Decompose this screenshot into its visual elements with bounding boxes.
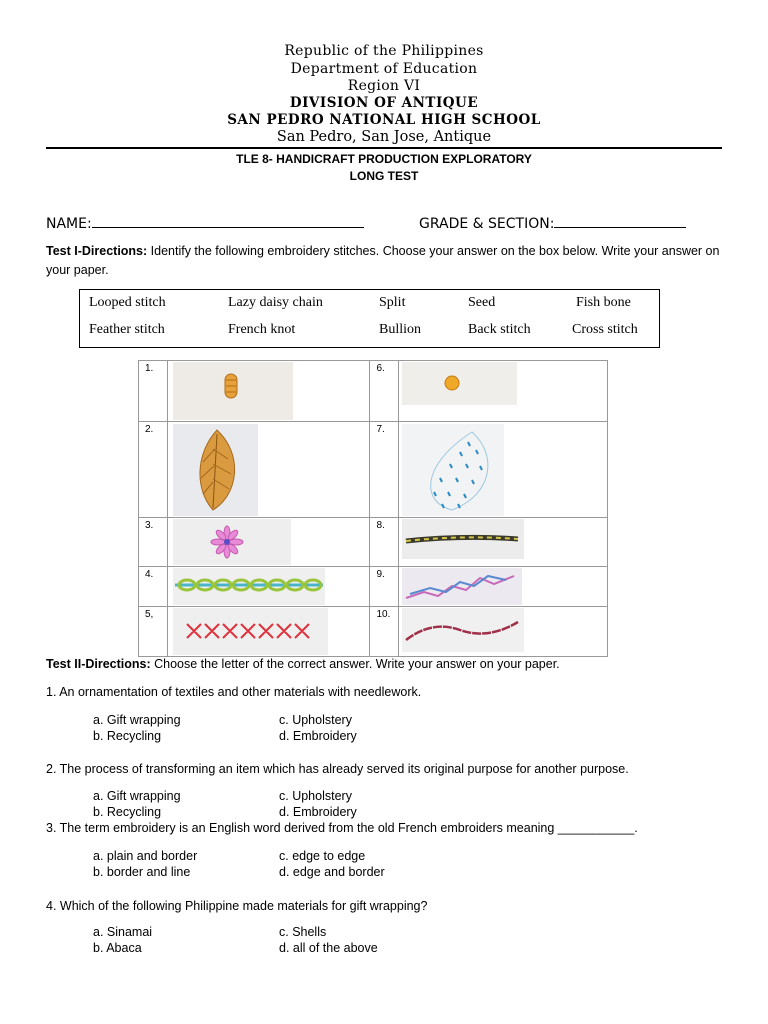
- grid-number-cell: [139, 607, 168, 657]
- bullion-stitch-image: [173, 362, 293, 420]
- header-republic: Republic of the Philippines: [284, 43, 484, 59]
- choice-item: French knot: [228, 322, 296, 337]
- stitch-image-cell: [399, 518, 608, 567]
- grid-number-cell: [370, 607, 399, 657]
- q1-option-b: b. Recycling: [93, 729, 162, 743]
- name-field[interactable]: [46, 213, 364, 232]
- question-1: 1. An ornamentation of textiles and other materials with needlework.: [46, 685, 422, 699]
- q1-option-d: d. Embroidery: [279, 729, 357, 743]
- grade-blank: [554, 213, 686, 228]
- grid-number-cell: [139, 361, 168, 422]
- q1-option-c: c. Upholstery: [279, 713, 352, 727]
- french-knot-image: [402, 362, 517, 405]
- header-subject: TLE 8- HANDICRAFT PRODUCTION EXPLORATORY: [236, 152, 532, 166]
- grid-number-cell: [370, 422, 399, 518]
- q3-option-a: a. plain and border: [93, 849, 198, 863]
- header-department: Department of Education: [290, 61, 478, 77]
- lazy-daisy-stitch-image: [173, 519, 291, 565]
- q4-option-c: c. Shells: [279, 925, 327, 939]
- item-number: 8.: [376, 520, 385, 531]
- q2-option-d: d. Embroidery: [279, 805, 357, 819]
- stitch-image-cell: [399, 361, 608, 422]
- q4-option-b: b. Abaca: [93, 941, 142, 955]
- test1-directions: [46, 242, 726, 280]
- choice-item: Lazy daisy chain: [228, 295, 323, 310]
- q3-option-c: c. edge to edge: [279, 849, 366, 863]
- name-blank: [92, 213, 364, 228]
- item-number: 9.: [376, 569, 385, 580]
- item-number: 7.: [376, 424, 385, 435]
- stitch-image-cell: [399, 567, 608, 607]
- item-number: 2.: [145, 424, 154, 435]
- header-region: Region VI: [347, 78, 421, 94]
- grade-field[interactable]: [419, 213, 686, 232]
- test2-text: Choose the letter of the correct answer. Write your answer on your paper.: [150, 657, 560, 671]
- stitch-image-cell: [167, 567, 370, 607]
- chain-stitch-image: [173, 568, 325, 605]
- split-stitch-image: [402, 519, 524, 559]
- q2-option-b: b. Recycling: [93, 805, 162, 819]
- choice-item: Feather stitch: [89, 322, 165, 337]
- grid-number-cell: [370, 361, 399, 422]
- header-divider: [46, 147, 722, 149]
- header-address: San Pedro, San Jose, Antique: [276, 129, 492, 145]
- header-school: SAN PEDRO NATIONAL HIGH SCHOOL: [227, 112, 541, 128]
- grid-number-cell: [139, 567, 168, 607]
- item-number: 5,: [145, 609, 154, 620]
- stitch-image-cell: [167, 361, 370, 422]
- q3-option-d: d. edge and border: [279, 865, 385, 879]
- choice-item: Fish bone: [576, 295, 631, 310]
- choice-item: Cross stitch: [572, 322, 638, 337]
- test1-text: Identify the following embroidery stitches. Choose your answer on the box below. Write your answer on your paper.: [46, 244, 720, 277]
- stitch-image-cell: [167, 607, 370, 657]
- stitch-image-grid: [138, 360, 608, 657]
- fish-bone-stitch-image: [173, 424, 258, 516]
- choice-item: Seed: [468, 295, 496, 310]
- choice-item: Looped stitch: [89, 295, 166, 310]
- back-stitch-image: [402, 608, 524, 652]
- name-label: NAME:: [46, 216, 92, 232]
- q1-option-a: a. Gift wrapping: [93, 713, 181, 727]
- choice-item: Bullion: [379, 322, 422, 337]
- item-number: 1.: [145, 363, 154, 374]
- grid-number-cell: [370, 567, 399, 607]
- test1-label: Test I-Directions:: [46, 244, 148, 258]
- seed-stitch-image: [402, 424, 504, 516]
- test2-directions: [46, 657, 560, 671]
- stitch-image-cell: [167, 422, 370, 518]
- choice-item: Back stitch: [468, 322, 531, 337]
- grid-number-cell: [370, 518, 399, 567]
- grid-number-cell: [139, 518, 168, 567]
- test2-label: Test II-Directions:: [46, 657, 151, 671]
- question-4: 4. Which of the following Philippine made materials for gift wrapping?: [46, 899, 428, 913]
- item-number: 10.: [376, 609, 391, 620]
- item-number: 6.: [376, 363, 385, 374]
- question-3: 3. The term embroidery is an English word derived from the old French embroiders meaning ___________.: [46, 821, 638, 835]
- grade-label: GRADE & SECTION:: [419, 216, 555, 232]
- stitch-image-cell: [399, 607, 608, 657]
- grid-number-cell: [139, 422, 168, 518]
- stitch-image-cell: [167, 518, 370, 567]
- choice-box: [79, 289, 660, 348]
- header-division: DIVISION OF ANTIQUE: [289, 95, 479, 111]
- feather-stitch-image: [402, 568, 522, 605]
- q2-option-c: c. Upholstery: [279, 789, 352, 803]
- question-2: 2. The process of transforming an item which has already served its original purpose for another purpose.: [46, 762, 629, 776]
- q3-option-b: b. border and line: [93, 865, 191, 879]
- header-test: LONG TEST: [349, 169, 419, 183]
- stitch-image-cell: [399, 422, 608, 518]
- q2-option-a: a. Gift wrapping: [93, 789, 181, 803]
- q4-option-a: a. Sinamai: [93, 925, 153, 939]
- item-number: 3.: [145, 520, 154, 531]
- cross-stitch-image: [173, 608, 328, 655]
- choice-item: Split: [379, 295, 406, 310]
- item-number: 4.: [145, 569, 154, 580]
- q4-option-d: d. all of the above: [279, 941, 378, 955]
